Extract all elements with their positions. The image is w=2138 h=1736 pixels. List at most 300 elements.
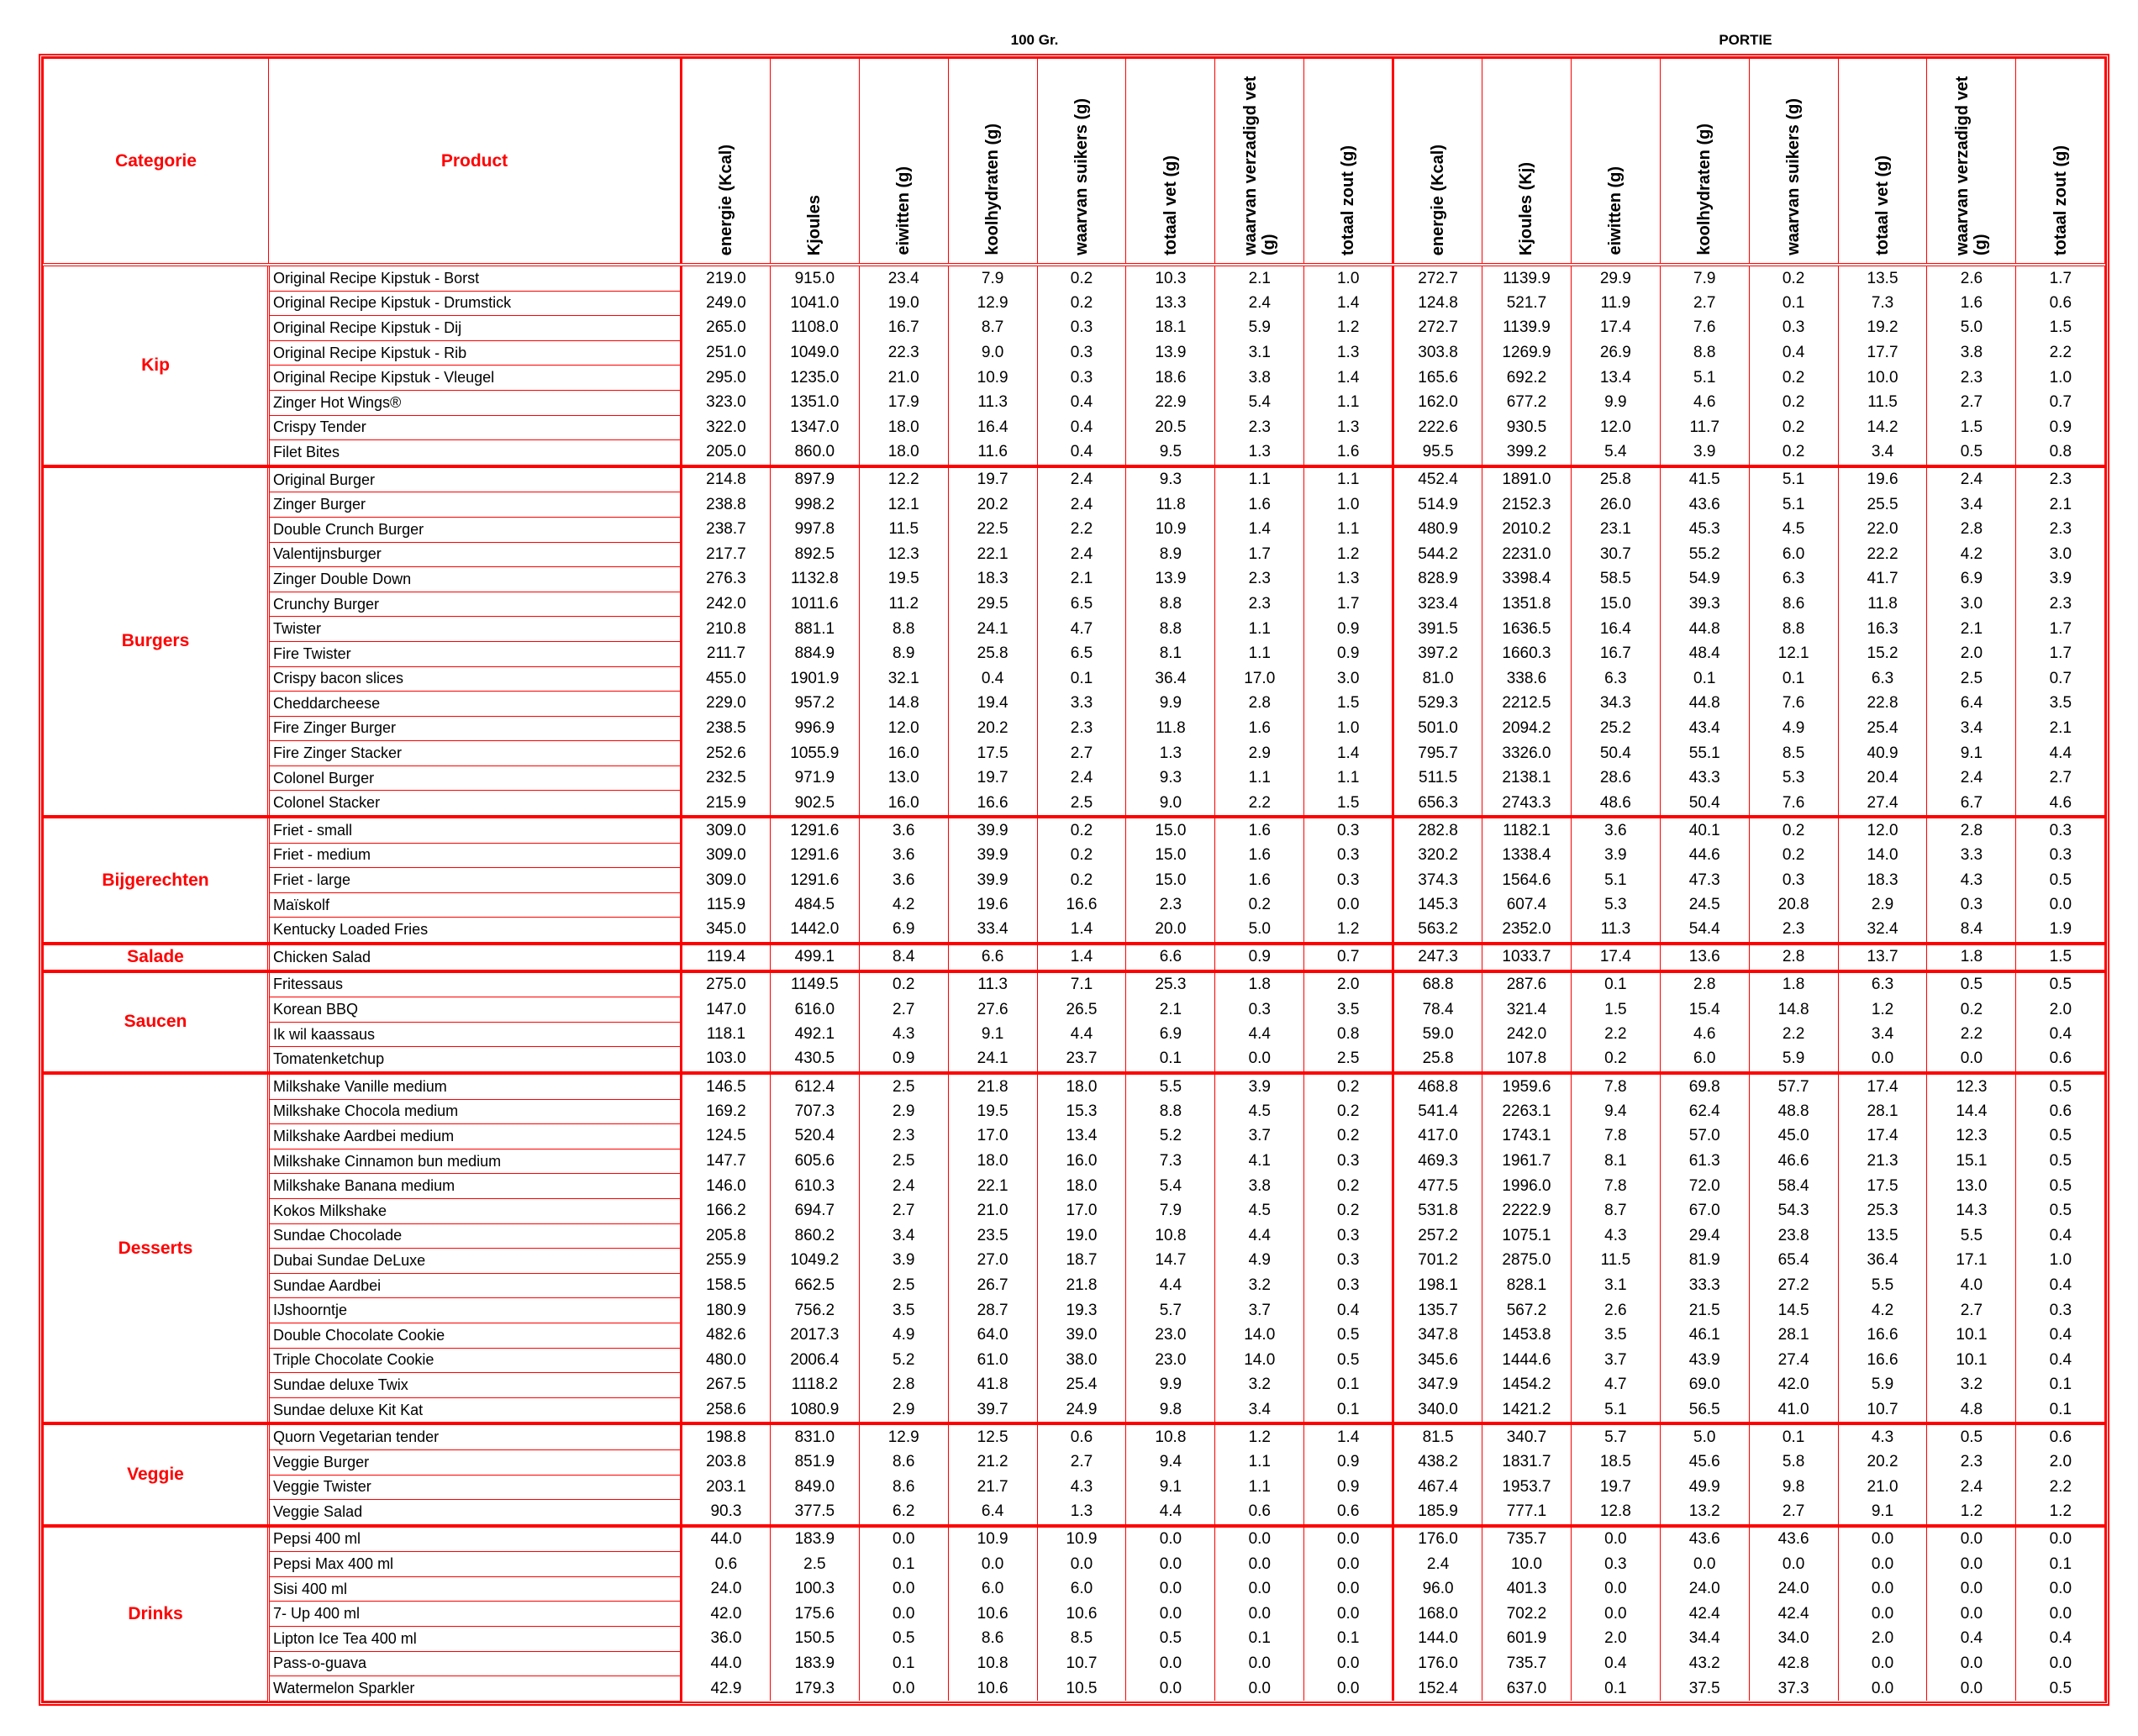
value-cell: 1291.6 (770, 817, 859, 843)
value-cell: 0.1 (1037, 666, 1126, 692)
value-cell: 5.4 (1571, 440, 1660, 466)
value-cell: 19.0 (1037, 1223, 1126, 1249)
value-cell: 25.3 (1126, 971, 1215, 997)
value-cell: 0.0 (1215, 1576, 1304, 1602)
value-cell: 2.2 (1749, 1022, 1838, 1047)
value-cell: 0.2 (1304, 1124, 1393, 1149)
value-cell: 401.3 (1482, 1576, 1572, 1602)
value-cell: 0.1 (1126, 1047, 1215, 1073)
value-cell: 3.9 (1660, 440, 1749, 466)
value-cell: 18.6 (1126, 366, 1215, 391)
value-cell: 252.6 (682, 741, 771, 766)
table-row (44, 1124, 2105, 1149)
category-cell: Veggie (44, 1423, 269, 1525)
value-cell: 884.9 (770, 641, 859, 666)
value-cell: 272.7 (1393, 316, 1482, 341)
value-cell: 0.6 (682, 1552, 771, 1577)
value-cell: 0.1 (1749, 666, 1838, 692)
value-cell: 28.1 (1838, 1099, 1927, 1124)
value-cell: 61.3 (1660, 1149, 1749, 1174)
value-cell: 7.8 (1571, 1124, 1660, 1149)
value-cell: 1.2 (1304, 316, 1393, 341)
value-cell: 1149.5 (770, 971, 859, 997)
value-cell: 5.3 (1749, 765, 1838, 791)
product-cell: Colonel Burger (269, 765, 682, 791)
value-cell: 62.4 (1660, 1099, 1749, 1124)
product-cell: Zinger Double Down (269, 567, 682, 592)
value-cell: 4.4 (1037, 1022, 1126, 1047)
value-cell: 22.3 (859, 340, 948, 366)
value-cell: 0.0 (1215, 1526, 1304, 1552)
value-cell: 42.8 (1749, 1651, 1838, 1676)
value-cell: 11.5 (1571, 1249, 1660, 1274)
value-cell: 34.0 (1749, 1627, 1838, 1652)
value-cell: 849.0 (770, 1475, 859, 1500)
value-cell: 2.4 (1037, 492, 1126, 518)
value-cell: 19.5 (859, 567, 948, 592)
table-row (44, 1149, 2105, 1174)
value-cell: 374.3 (1393, 868, 1482, 893)
value-cell: 23.7 (1037, 1047, 1126, 1073)
value-cell: 6.4 (948, 1500, 1037, 1526)
value-cell: 19.7 (1571, 1475, 1660, 1500)
value-cell: 4.5 (1749, 517, 1838, 542)
value-cell: 21.5 (1660, 1298, 1749, 1323)
value-cell: 5.1 (1749, 466, 1838, 492)
value-cell: 4.8 (1927, 1397, 2016, 1423)
value-cell: 5.2 (859, 1348, 948, 1373)
value-cell: 702.2 (1482, 1602, 1572, 1627)
value-cell: 8.8 (1749, 617, 1838, 642)
value-cell: 795.7 (1393, 741, 1482, 766)
value-cell: 6.3 (1838, 666, 1927, 692)
value-cell: 0.0 (1304, 1602, 1393, 1627)
value-cell: 0.3 (1927, 892, 2016, 918)
value-cell: 18.7 (1037, 1249, 1126, 1274)
value-cell: 45.0 (1749, 1124, 1838, 1149)
table-row (44, 765, 2105, 791)
value-cell: 3.9 (2016, 567, 2105, 592)
value-cell: 2743.3 (1482, 791, 1572, 817)
value-cell: 1660.3 (1482, 641, 1572, 666)
value-cell: 2.2 (1927, 1022, 2016, 1047)
value-cell: 2.3 (1126, 892, 1215, 918)
value-cell: 7.1 (1037, 971, 1126, 997)
value-cell: 9.9 (1571, 390, 1660, 415)
value-cell: 1.0 (1304, 492, 1393, 518)
value-cell: 11.8 (1126, 492, 1215, 518)
value-cell: 267.5 (682, 1373, 771, 1398)
value-cell: 3.6 (859, 843, 948, 868)
value-cell: 1.7 (1215, 542, 1304, 567)
value-cell: 452.4 (1393, 466, 1482, 492)
value-cell: 3.7 (1571, 1348, 1660, 1373)
value-cell: 25.4 (1838, 716, 1927, 741)
value-cell: 34.3 (1571, 692, 1660, 717)
value-cell: 12.1 (1749, 641, 1838, 666)
value-cell: 0.1 (2016, 1397, 2105, 1423)
value-cell: 12.3 (1927, 1124, 2016, 1149)
value-cell: 5.0 (1927, 316, 2016, 341)
value-cell: 930.5 (1482, 415, 1572, 440)
value-cell: 6.4 (1927, 692, 2016, 717)
value-cell: 0.3 (1304, 1249, 1393, 1274)
table-row (44, 340, 2105, 366)
value-cell: 67.0 (1660, 1198, 1749, 1223)
value-cell: 0.5 (1304, 1323, 1393, 1348)
value-cell: 158.5 (682, 1273, 771, 1298)
value-cell: 2.7 (859, 997, 948, 1023)
value-cell: 4.1 (1215, 1149, 1304, 1174)
value-cell: 3326.0 (1482, 741, 1572, 766)
product-cell: Korean BBQ (269, 997, 682, 1023)
value-cell: 5.9 (1215, 316, 1304, 341)
value-cell: 2.4 (1927, 1475, 2016, 1500)
value-cell: 1.8 (1927, 944, 2016, 971)
product-cell: Twister (269, 617, 682, 642)
column-header (1126, 59, 1215, 266)
value-cell: 24.0 (682, 1576, 771, 1602)
value-cell: 4.3 (1838, 1423, 1927, 1449)
value-cell: 282.8 (1393, 817, 1482, 843)
value-cell: 18.0 (948, 1149, 1037, 1174)
value-cell: 5.0 (1215, 918, 1304, 944)
value-cell: 2.3 (1927, 366, 2016, 391)
value-cell: 26.9 (1571, 340, 1660, 366)
value-cell: 14.2 (1838, 415, 1927, 440)
value-cell: 14.5 (1749, 1298, 1838, 1323)
value-cell: 1.6 (1215, 492, 1304, 518)
value-cell: 4.2 (1838, 1298, 1927, 1323)
value-cell: 107.8 (1482, 1047, 1572, 1073)
table-row (44, 1449, 2105, 1475)
value-cell: 26.5 (1037, 997, 1126, 1023)
value-cell: 147.0 (682, 997, 771, 1023)
table-row (44, 1676, 2105, 1702)
value-cell: 5.4 (1126, 1174, 1215, 1199)
value-cell: 0.5 (1927, 440, 2016, 466)
value-cell: 2222.9 (1482, 1198, 1572, 1223)
value-cell: 438.2 (1393, 1449, 1482, 1475)
value-cell: 7.8 (1571, 1174, 1660, 1199)
value-cell: 2231.0 (1482, 542, 1572, 567)
value-cell: 499.1 (770, 944, 859, 971)
value-cell: 150.5 (770, 1627, 859, 1652)
value-cell: 23.1 (1571, 517, 1660, 542)
value-cell: 40.1 (1660, 817, 1749, 843)
value-cell: 2.3 (1927, 1449, 2016, 1475)
value-cell: 198.8 (682, 1423, 771, 1449)
value-cell: 54.4 (1660, 918, 1749, 944)
value-cell: 4.0 (1927, 1273, 2016, 1298)
value-cell: 17.4 (1838, 1124, 1927, 1149)
value-cell: 9.5 (1126, 440, 1215, 466)
value-cell: 0.0 (1838, 1651, 1927, 1676)
value-cell: 222.6 (1393, 415, 1482, 440)
table-row (44, 892, 2105, 918)
value-cell: 338.6 (1482, 666, 1572, 692)
value-cell: 41.5 (1660, 466, 1749, 492)
table-row (44, 1047, 2105, 1073)
value-cell: 1.3 (1215, 440, 1304, 466)
value-cell: 17.0 (1037, 1198, 1126, 1223)
column-header (1393, 59, 1482, 266)
value-cell: 10.1 (1927, 1323, 2016, 1348)
nutrition-table (43, 58, 2105, 1702)
value-cell: 2.8 (1660, 971, 1749, 997)
value-cell: 0.4 (2016, 1627, 2105, 1652)
value-cell: 23.5 (948, 1223, 1037, 1249)
value-cell: 57.0 (1660, 1124, 1749, 1149)
value-cell: 0.4 (2016, 1022, 2105, 1047)
product-cell: Cheddarcheese (269, 692, 682, 717)
value-cell: 13.5 (1838, 265, 1927, 291)
product-cell: Milkshake Chocola medium (269, 1099, 682, 1124)
value-cell: 0.3 (2016, 1298, 2105, 1323)
value-cell: 25.2 (1571, 716, 1660, 741)
value-cell: 9.1 (1126, 1475, 1215, 1500)
value-cell: 2.5 (859, 1073, 948, 1099)
value-cell: 1139.9 (1482, 316, 1572, 341)
column-header (1215, 59, 1304, 266)
value-cell: 0.0 (1838, 1576, 1927, 1602)
value-cell: 0.5 (2016, 1149, 2105, 1174)
value-cell: 16.7 (1571, 641, 1660, 666)
value-cell: 20.5 (1126, 415, 1215, 440)
value-cell: 6.0 (1037, 1576, 1126, 1602)
value-cell: 340.7 (1482, 1423, 1572, 1449)
value-cell: 0.0 (1571, 1576, 1660, 1602)
value-cell: 15.0 (1126, 817, 1215, 843)
value-cell: 1.1 (1215, 641, 1304, 666)
value-cell: 8.8 (1126, 1099, 1215, 1124)
value-cell: 41.7 (1838, 567, 1927, 592)
product-cell: Dubai Sundae DeLuxe (269, 1249, 682, 1274)
value-cell: 11.3 (948, 971, 1037, 997)
product-cell: Milkshake Vanille medium (269, 1073, 682, 1099)
value-cell: 0.1 (1571, 971, 1660, 997)
column-header-label: waarvan suikers (g) (1072, 98, 1091, 255)
value-cell: 119.4 (682, 944, 771, 971)
value-cell: 9.1 (948, 1022, 1037, 1047)
value-cell: 612.4 (770, 1073, 859, 1099)
value-cell: 0.3 (1037, 366, 1126, 391)
value-cell: 2.4 (1927, 466, 2016, 492)
value-cell: 15.2 (1838, 641, 1927, 666)
value-cell: 0.3 (1304, 1273, 1393, 1298)
value-cell: 22.1 (948, 1174, 1037, 1199)
value-cell: 2.4 (1037, 466, 1126, 492)
value-cell: 20.2 (948, 492, 1037, 518)
value-cell: 10.9 (1126, 517, 1215, 542)
value-cell: 321.4 (1482, 997, 1572, 1023)
value-cell: 851.9 (770, 1449, 859, 1475)
value-cell: 0.0 (1927, 1651, 2016, 1676)
column-header-label: totaal zout (g) (1339, 145, 1358, 255)
value-cell: 2.5 (1037, 791, 1126, 817)
value-cell: 1.5 (2016, 944, 2105, 971)
product-cell: Fire Twister (269, 641, 682, 666)
product-cell: Milkshake Cinnamon bun medium (269, 1149, 682, 1174)
value-cell: 32.4 (1838, 918, 1927, 944)
value-cell: 12.9 (859, 1423, 948, 1449)
value-cell: 205.0 (682, 440, 771, 466)
value-cell: 25.8 (1393, 1047, 1482, 1073)
value-cell: 8.1 (1126, 641, 1215, 666)
value-cell: 168.0 (1393, 1602, 1482, 1627)
value-cell: 0.0 (1037, 1552, 1126, 1577)
value-cell: 521.7 (1482, 291, 1572, 316)
value-cell: 13.6 (1660, 944, 1749, 971)
table-row (44, 944, 2105, 971)
column-header-label: waarvan suikers (g) (1784, 98, 1804, 255)
value-cell: 8.6 (859, 1449, 948, 1475)
value-cell: 46.6 (1749, 1149, 1838, 1174)
value-cell: 15.1 (1927, 1149, 2016, 1174)
value-cell: 27.6 (948, 997, 1037, 1023)
value-cell: 1.8 (1215, 971, 1304, 997)
value-cell: 0.6 (2016, 1423, 2105, 1449)
value-cell: 19.7 (948, 765, 1037, 791)
value-cell: 0.5 (2016, 971, 2105, 997)
product-cell: Original Recipe Kipstuk - Drumstick (269, 291, 682, 316)
value-cell: 2.2 (2016, 340, 2105, 366)
table-row (44, 1323, 2105, 1348)
value-cell: 0.5 (2016, 1073, 2105, 1099)
value-cell: 56.5 (1660, 1397, 1749, 1423)
column-header (1571, 59, 1660, 266)
value-cell: 10.9 (948, 1526, 1037, 1552)
value-cell: 4.2 (859, 892, 948, 918)
value-cell: 20.2 (1838, 1449, 1927, 1475)
value-cell: 1.2 (2016, 1500, 2105, 1526)
value-cell: 14.4 (1927, 1099, 2016, 1124)
column-header (1749, 59, 1838, 266)
value-cell: 2.4 (1215, 291, 1304, 316)
value-cell: 211.7 (682, 641, 771, 666)
table-row (44, 1397, 2105, 1423)
value-cell: 57.7 (1749, 1073, 1838, 1099)
value-cell: 0.3 (1571, 1552, 1660, 1577)
value-cell: 27.0 (948, 1249, 1037, 1274)
value-cell: 2.7 (1037, 1449, 1126, 1475)
value-cell: 10.7 (1838, 1397, 1927, 1423)
value-cell: 1.1 (1304, 390, 1393, 415)
value-cell: 520.4 (770, 1124, 859, 1149)
value-cell: 0.2 (1927, 997, 2016, 1023)
value-cell: 2.4 (1927, 765, 2016, 791)
value-cell: 54.3 (1749, 1198, 1838, 1223)
value-cell: 18.0 (859, 440, 948, 466)
value-cell: 10.6 (948, 1676, 1037, 1702)
value-cell: 0.5 (2016, 868, 2105, 893)
value-cell: 16.7 (859, 316, 948, 341)
value-cell: 242.0 (1482, 1022, 1572, 1047)
value-cell: 0.5 (1126, 1627, 1215, 1652)
value-cell: 0.6 (1037, 1423, 1126, 1449)
value-cell: 0.0 (1126, 1552, 1215, 1577)
value-cell: 0.0 (1927, 1526, 2016, 1552)
column-header (1838, 59, 1927, 266)
product-cell: Ik wil kaassaus (269, 1022, 682, 1047)
value-cell: 1.1 (1304, 765, 1393, 791)
section-label-100g: 100 Gr. (1010, 32, 1059, 48)
value-cell: 2.8 (1215, 692, 1304, 717)
value-cell: 20.4 (1838, 765, 1927, 791)
value-cell: 9.9 (1126, 1373, 1215, 1398)
value-cell: 54.9 (1660, 567, 1749, 592)
value-cell: 511.5 (1393, 765, 1482, 791)
value-cell: 1.9 (2016, 918, 2105, 944)
table-row (44, 390, 2105, 415)
value-cell: 5.1 (1749, 492, 1838, 518)
header-category: Categorie (44, 59, 269, 266)
value-cell: 45.3 (1660, 517, 1749, 542)
value-cell: 2.1 (1927, 617, 2016, 642)
value-cell: 860.2 (770, 1223, 859, 1249)
value-cell: 0.6 (1304, 1500, 1393, 1526)
value-cell: 1291.6 (770, 843, 859, 868)
table-row (44, 1249, 2105, 1274)
column-header (1037, 59, 1126, 266)
value-cell: 4.4 (1215, 1022, 1304, 1047)
value-cell: 1235.0 (770, 366, 859, 391)
value-cell: 1636.5 (1482, 617, 1572, 642)
value-cell: 19.6 (1838, 466, 1927, 492)
value-cell: 0.0 (859, 1602, 948, 1627)
value-cell: 19.4 (948, 692, 1037, 717)
value-cell: 42.9 (682, 1676, 771, 1702)
product-cell: Fire Zinger Burger (269, 716, 682, 741)
value-cell: 6.6 (948, 944, 1037, 971)
value-cell: 16.3 (1838, 617, 1927, 642)
value-cell: 48.8 (1749, 1099, 1838, 1124)
value-cell: 10.7 (1037, 1651, 1126, 1676)
column-header-label: energie (Kcal) (716, 144, 735, 255)
value-cell: 0.0 (1126, 1602, 1215, 1627)
value-cell: 103.0 (682, 1047, 771, 1073)
value-cell: 17.0 (1215, 666, 1304, 692)
value-cell: 295.0 (682, 366, 771, 391)
value-cell: 9.8 (1749, 1475, 1838, 1500)
value-cell: 1.2 (1838, 997, 1927, 1023)
value-cell: 3.5 (1571, 1323, 1660, 1348)
value-cell: 2.8 (859, 1373, 948, 1398)
value-cell: 0.3 (1749, 316, 1838, 341)
product-cell: Sisi 400 ml (269, 1576, 682, 1602)
value-cell: 72.0 (1660, 1174, 1749, 1199)
value-cell: 165.6 (1393, 366, 1482, 391)
value-cell: 64.0 (948, 1323, 1037, 1348)
value-cell: 2017.3 (770, 1323, 859, 1348)
value-cell: 5.1 (1571, 1397, 1660, 1423)
value-cell: 19.3 (1037, 1298, 1126, 1323)
product-cell: Crispy Tender (269, 415, 682, 440)
value-cell: 17.4 (1571, 316, 1660, 341)
value-cell: 10.6 (1037, 1602, 1126, 1627)
value-cell: 48.6 (1571, 791, 1660, 817)
product-cell: Milkshake Aardbei medium (269, 1124, 682, 1149)
value-cell: 4.3 (1571, 1223, 1660, 1249)
value-cell: 399.2 (1482, 440, 1572, 466)
value-cell: 3.9 (859, 1249, 948, 1274)
product-cell: Zinger Burger (269, 492, 682, 518)
value-cell: 529.3 (1393, 692, 1482, 717)
value-cell: 0.4 (2016, 1348, 2105, 1373)
value-cell: 17.9 (859, 390, 948, 415)
value-cell: 480.9 (1393, 517, 1482, 542)
value-cell: 21.0 (1838, 1475, 1927, 1500)
